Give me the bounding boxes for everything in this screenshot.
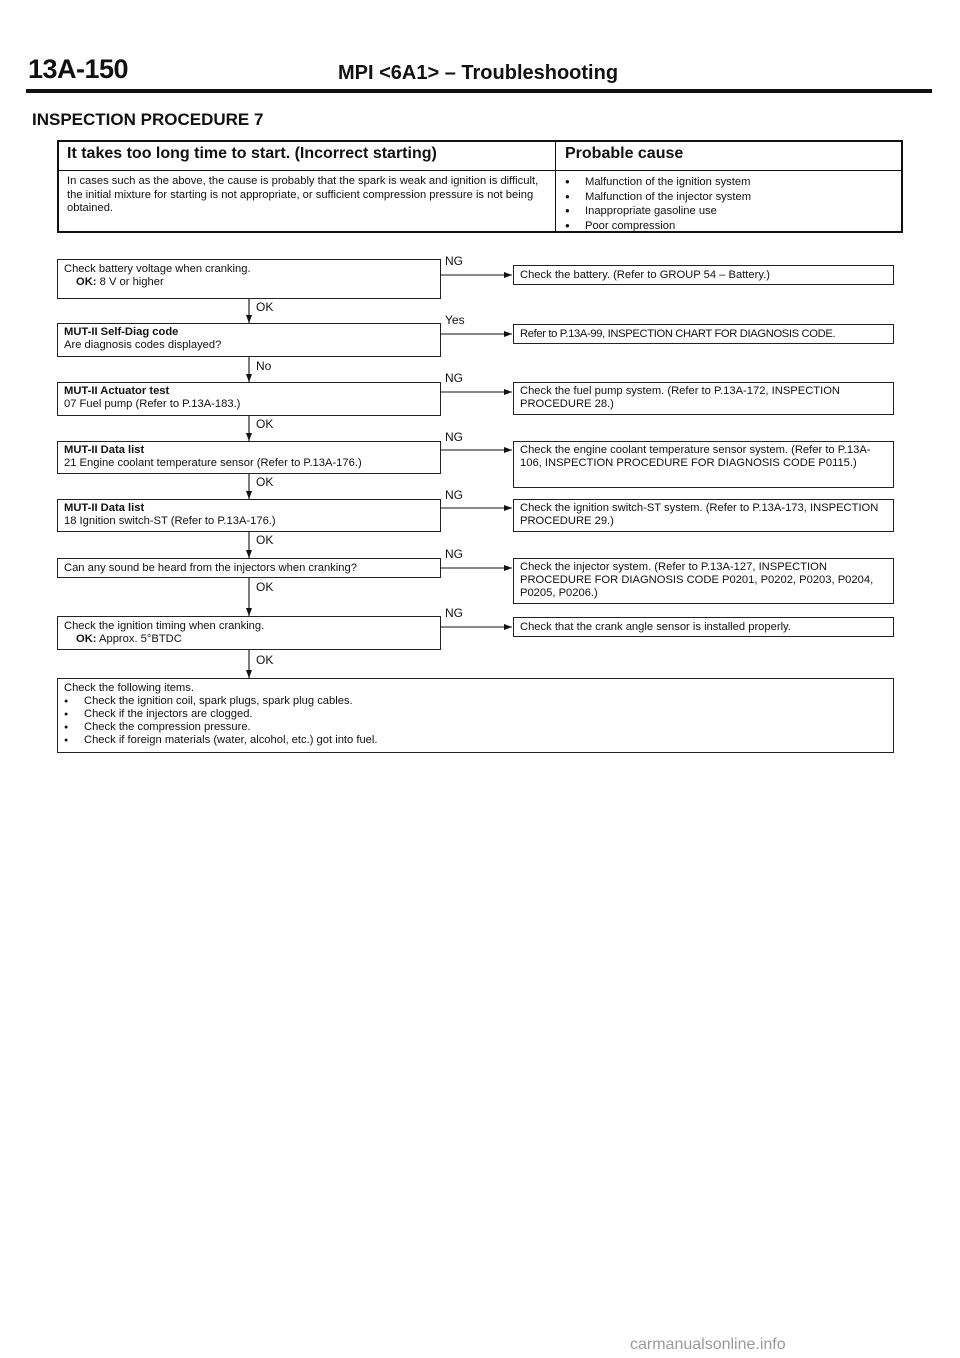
step-tool-heading: MUT-II Self-Diag code (64, 326, 179, 338)
step-ignition-switch (57, 499, 441, 532)
step-text: Are diagnosis codes displayed? (64, 339, 222, 351)
step-actuator-test (57, 382, 441, 416)
step-text: 18 Ignition switch-ST (Refer to P.13A-176.) (64, 515, 276, 527)
symptom-header: It takes too long time to start. (Incorrect starting) (67, 145, 437, 162)
watermark: carmanualsonline.info (630, 1336, 786, 1353)
step-tool-heading: MUT-II Data list (64, 444, 145, 456)
final-check-list (64, 695, 887, 747)
branch-label: Yes (445, 313, 465, 327)
step-tool-heading: MUT-II Data list (64, 502, 145, 514)
step-coolant-sensor (57, 441, 441, 474)
next-label: OK (256, 533, 274, 547)
result-check-battery: Check the battery. (Refer to GROUP 54 – Battery.) (513, 265, 894, 285)
next-label: OK (256, 417, 274, 431)
final-check-item: ● Check if the injectors are clogged. (64, 708, 887, 721)
probable-cause-item: ● Malfunction of the injector system (565, 190, 751, 205)
section-title: INSPECTION PROCEDURE 7 (32, 110, 264, 129)
step-text: 21 Engine coolant temperature sensor (Refer to P.13A-176.) (64, 457, 362, 469)
ok-value: 8 V or higher (99, 276, 164, 288)
next-label: OK (256, 300, 274, 314)
final-check-box (57, 678, 894, 753)
step-ok-spec (64, 276, 434, 289)
result-ignition-switch: Check the ignition switch-ST system. (Refer to P.13A-173, INSPECTION PROCEDURE 29.) (513, 499, 894, 532)
branch-label: NG (445, 430, 463, 444)
next-label: OK (256, 653, 274, 667)
result-crank-angle-sensor: Check that the crank angle sensor is installed properly. (513, 617, 894, 637)
ok-label: OK: (76, 633, 97, 645)
branch-label: NG (445, 371, 463, 385)
step-text: Check the ignition timing when cranking. (64, 620, 265, 632)
step-text: 07 Fuel pump (Refer to P.13A-183.) (64, 398, 241, 410)
result-injector-system: Check the injector system. (Refer to P.13A-127, INSPECTION PROCEDURE FOR DIAGNOSIS CODE P0201, P0202, P0203, P0204, P0205, P0206.) (513, 558, 894, 604)
probable-cause-item: ● Malfunction of the ignition system (565, 175, 751, 190)
final-check-item: ● Check the compression pressure. (64, 721, 887, 734)
page-title: MPI <6A1> – Troubleshooting (338, 62, 619, 84)
result-coolant-sensor: Check the engine coolant temperature sensor system. (Refer to P.13A-106, INSPECTION PROCEDURE FOR DIAGNOSIS CODE P0115.) (513, 441, 894, 488)
step-battery-voltage (57, 259, 441, 299)
page-number: 13A-150 (28, 54, 129, 84)
next-label: OK (256, 475, 274, 489)
next-label: No (256, 359, 272, 373)
step-injector-sound: Can any sound be heard from the injectors when cranking? (57, 558, 441, 578)
next-label: OK (256, 580, 274, 594)
final-check-title: Check the following items. (64, 682, 194, 694)
result-fuel-pump: Check the fuel pump system. (Refer to P.13A-172, INSPECTION PROCEDURE 28.) (513, 382, 894, 415)
branch-label: NG (445, 488, 463, 502)
symptom-description: In cases such as the above, the cause is probably that the spark is weak and ignition is difficult, the initial mixture for starting is not appropriate, or sufficient compression pressure is not being obtained. (67, 175, 539, 214)
branch-label: NG (445, 606, 463, 620)
step-ignition-timing (57, 616, 441, 650)
step-tool-heading: MUT-II Actuator test (64, 385, 170, 397)
branch-label: NG (445, 547, 463, 561)
step-text: Check battery voltage when cranking. (64, 263, 251, 275)
ok-label: OK: (76, 276, 97, 288)
final-check-item: ● Check the ignition coil, spark plugs, spark plug cables. (64, 695, 887, 708)
probable-cause-item: ● Poor compression (565, 219, 751, 234)
step-self-diag-code (57, 323, 441, 357)
result-inspection-chart: Refer to P.13A-99, INSPECTION CHART FOR DIAGNOSIS CODE. (513, 324, 894, 344)
final-check-item: ● Check if foreign materials (water, alcohol, etc.) got into fuel. (64, 734, 887, 747)
cause-header: Probable cause (565, 145, 684, 162)
branch-label: NG (445, 254, 463, 268)
step-ok-spec (64, 633, 434, 646)
ok-value: Approx. 5°BTDC (99, 633, 182, 645)
probable-cause-item: ● Inappropriate gasoline use (565, 204, 751, 219)
